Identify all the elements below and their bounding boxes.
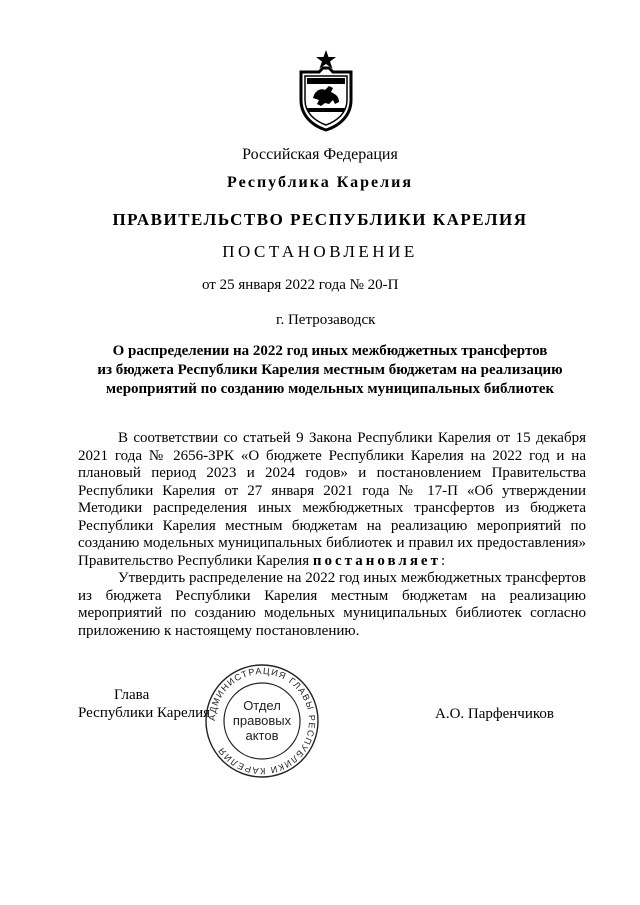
stamp-line: актов	[245, 728, 279, 743]
document-title	[70, 342, 590, 399]
signatory-name: А.О. Парфенчиков	[435, 706, 554, 722]
stamp-line: правовых	[232, 713, 292, 728]
position-line: Республики Карелия	[78, 705, 211, 721]
signatory-position	[78, 686, 210, 722]
government-name: ПРАВИТЕЛЬСТВО РЕСПУБЛИКИ КАРЕЛИЯ	[112, 210, 528, 229]
stamp-ring-text: АДМИНИСТРАЦИЯ ГЛАВЫ РЕСПУБЛИКИ КАРЕЛИЯ	[206, 665, 318, 777]
document-type: ПОСТАНОВЛЕНИЕ	[222, 242, 418, 261]
country-name: Российская Федерация	[242, 146, 398, 163]
document-city: г. Петрозаводск	[276, 312, 376, 328]
official-stamp	[203, 662, 321, 780]
stamp-line: Отдел	[243, 698, 281, 713]
paragraph-text: В соответствии со статьей 9 Закона Республики Карелия от 15 декабря 2021 года № 2656-ЗРК «О бюджете Республики Карелия на 2022 год и на плановый период 2023 и 2024 годов» и постановлением Правительства Республики Карелия от 27 января 2021 года № 17-П «Об утверждении Методики распределения иных межбюджетных трансфертов из бюджета Республики Карелия местным бюджетам на реализацию мероприятий по созданию модельных муниципальных библиотек и правил их предоставления» Правительство Республики Карелия	[78, 430, 586, 569]
paragraph-end: :	[440, 552, 446, 569]
body-paragraph	[78, 430, 586, 570]
document-date-number: от 25 января 2022 года № 20-П	[202, 277, 399, 293]
republic-name: Республика Карелия	[227, 174, 413, 191]
title-line: О распределении на 2022 год иных межбюджетных трансфертов	[112, 343, 548, 359]
document-body	[78, 430, 586, 640]
coat-of-arms-icon	[295, 48, 357, 132]
title-line: мероприятий по созданию модельных муниципальных библиотек	[105, 381, 555, 397]
position-line: Глава	[114, 687, 150, 703]
resolution-word: постановляет	[312, 552, 441, 569]
title-line: из бюджета Республики Карелия местным бюджетам на реализацию	[97, 362, 563, 378]
body-paragraph: Утвердить распределение на 2022 год иных межбюджетных трансфертов из бюджета Республики Карелия местным бюджетам на реализацию мероприятий по созданию модельных муниципальных библиотек согласно приложению к настоящему постановлению.	[78, 570, 586, 639]
